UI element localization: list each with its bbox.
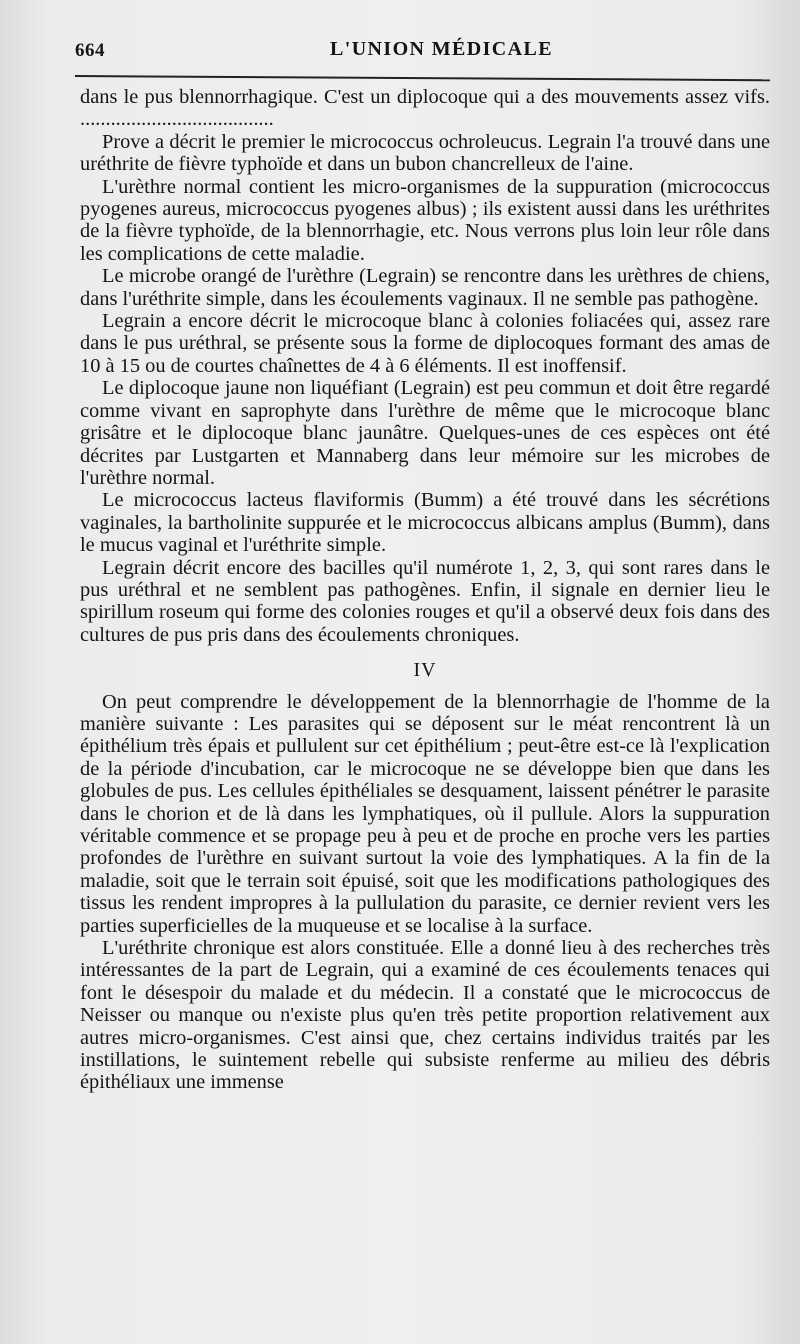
header-rule <box>75 75 770 81</box>
paragraph: Le micrococcus lacteus flaviformis (Bumm) a été trouvé dans les sécrétions vaginales, la bartholinite suppurée et le micrococcus albicans amplus (Bumm), dans le mucus vaginal et l'uréthrite simple. <box>80 489 770 557</box>
paragraph: Le microbe orangé de l'urèthre (Legrain) se rencontre dans les urèthres de chiens, dans l'uréthrite simple, dans les écoulements vaginaux. Il ne semble pas pathogène. <box>80 265 770 310</box>
running-head: L'UNION MÉDICALE <box>330 38 553 60</box>
page-number: 664 <box>75 40 105 61</box>
paragraph: On peut comprendre le développement de la blennorrhagie de l'homme de la manière suivante : Les parasites qui se déposent sur le méat rencontrent là un épithélium très épais et pullulent sur cet épithélium ; peut-être est-ce là l'explication de la période d'incubation, car le microcoque ne se développe bien que dans les globules de pus. Les cellules épithéliales se desquament, laissent pénétrer le parasite dans le chorion et de là dans les lymphatiques, où il pullule. Alors la suppuration véritable commence et se propage peu à peu et de proche en proche vers les parties profondes de l'urèthre en suivant surtout la voie des lymphatiques. A la fin de la maladie, soit que le terrain soit épuisé, soit que les modifications pathologiques des tissus les rendent impropres à la pullulation du parasite, ce dernier revient vers les parties superficielles de la muqueuse et se localise à la surface. <box>80 690 770 937</box>
paragraph: Legrain décrit encore des bacilles qu'il numérote 1, 2, 3, qui sont rares dans le pus uréthral et ne semblent pas pathogènes. Enfin, il signale en dernier lieu le spirillum roseum qui forme des colonies rouges et qu'il a observé deux fois dans des cultures de pus pris dans des écoulements chroniques. <box>80 556 770 646</box>
section-heading: IV <box>413 659 437 682</box>
page-header <box>75 38 770 68</box>
paragraph: dans le pus blennorrhagique. C'est un diplocoque qui a des mouvements assez vifs. ...................................... <box>80 86 770 131</box>
paragraph: Legrain a encore décrit le microcoque blanc à colonies foliacées qui, assez rare dans le pus uréthral, se présente sous la forme de diplocoques formant des amas de 10 à 15 ou de courtes chaînettes de 4 à 6 éléments. Il est inoffensif. <box>80 310 770 377</box>
paragraph: Prove a décrit le premier le micrococcus ochroleucus. Legrain l'a trouvé dans une uréthrite de fièvre typhoïde et dans un bubon chancrelleux de l'aine. <box>80 130 770 176</box>
paragraph: Le diplocoque jaune non liquéfiant (Legrain) est peu commun et doit être regardé comme vivant en saprophyte dans l'urèthre de même que le microcoque blanc grisâtre et le diplocoque blanc jaunâtre. Quelques-unes de ces espèces ont été décrites par Lustgarten et Mannaberg dans leur mémoire sur les microbes de l'urèthre normal. <box>80 377 770 489</box>
body-text <box>80 86 770 1094</box>
paragraph: L'urèthre normal contient les micro-organismes de la suppuration (micrococcus pyogenes aureus, micrococcus pyogenes albus) ; ils existent aussi dans les uréthrites de la fièvre typhoïde, de la blennorrhagie, etc. Nous verrons plus loin leur rôle dans les complications de cette maladie. <box>80 175 770 265</box>
paragraph: L'uréthrite chronique est alors constituée. Elle a donné lieu à des recherches très intéressantes de la part de Legrain, qui a examiné de ces écoulements tenaces qui font le désespoir du malade et du médecin. Il a constaté que le micrococcus de Neisser ou manque ou n'existe plus qu'en très petite proportion relativement aux autres micro-organismes. C'est ainsi que, chez certains individus traités par les instillations, le suintement rebelle qui subsiste renferme au milieu des débris épithéliaux une immense <box>80 937 770 1094</box>
